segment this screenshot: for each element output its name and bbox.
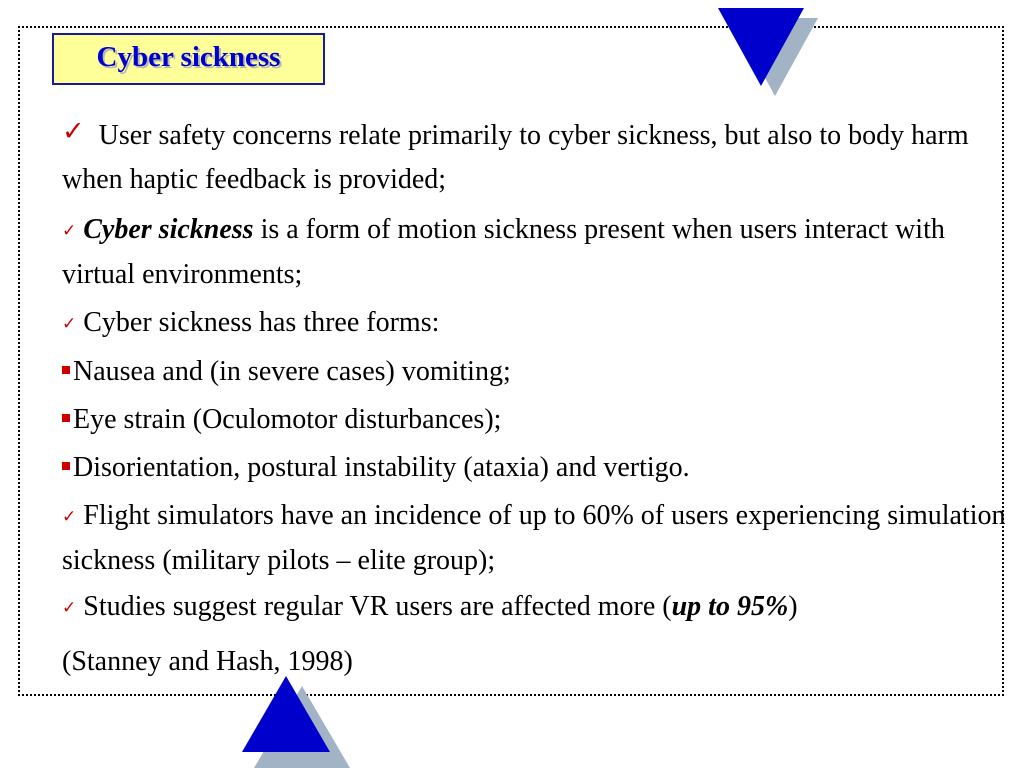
bullet-text: Eye strain (Oculomotor disturbances); [73, 404, 502, 435]
slide-title: Cyber sickness [96, 41, 281, 73]
bullet-text: User safety concerns relate primarily to cyber sickness, but also to body harm when haptic feedback is provided; [62, 120, 969, 195]
square-bullet-icon [62, 366, 70, 374]
bullet-text: Cyber sickness has three forms: [83, 307, 440, 338]
square-bullet-icon [62, 414, 70, 422]
square-bullet-icon [62, 462, 70, 470]
bullet-emphasis: Cyber sickness [83, 214, 254, 245]
list-item [62, 494, 1006, 583]
list-item [62, 585, 1006, 630]
down-triangle-icon [716, 6, 826, 98]
title-box [52, 33, 325, 85]
bullet-emphasis: up to 95% [671, 591, 789, 622]
bullet-text: Flight simulators have an incidence of up to 60% of users experiencing simulation sickness (military pilots – elite group); [62, 500, 1006, 576]
list-item [62, 301, 1006, 346]
checkmark-icon: ✓ [62, 507, 77, 527]
checkmark-icon: ✓ [62, 314, 77, 334]
up-triangle-icon [238, 674, 358, 768]
checkmark-icon: ✓ [62, 116, 85, 147]
bullet-text: Studies suggest regular VR users are affected more ( [83, 591, 672, 622]
list-item [62, 398, 1006, 442]
checkmark-icon: ✓ [62, 221, 77, 241]
list-item [62, 110, 1006, 202]
bullet-list [62, 110, 1006, 688]
bullet-text: Nausea and (in severe cases) vomiting; [73, 356, 511, 387]
list-item [62, 350, 1006, 394]
checkmark-icon: ✓ [62, 598, 77, 618]
bullet-text-end: ) [788, 591, 798, 622]
list-item [62, 446, 1006, 490]
bullet-text: Disorientation, postural instability (ataxia) and vertigo. [73, 452, 690, 483]
reference-citation: (Stanney and Hash, 1998) [62, 646, 353, 677]
bullet-text: is a form of motion sickness present when users interact with virtual environments; [62, 214, 945, 290]
list-item [62, 208, 1006, 297]
